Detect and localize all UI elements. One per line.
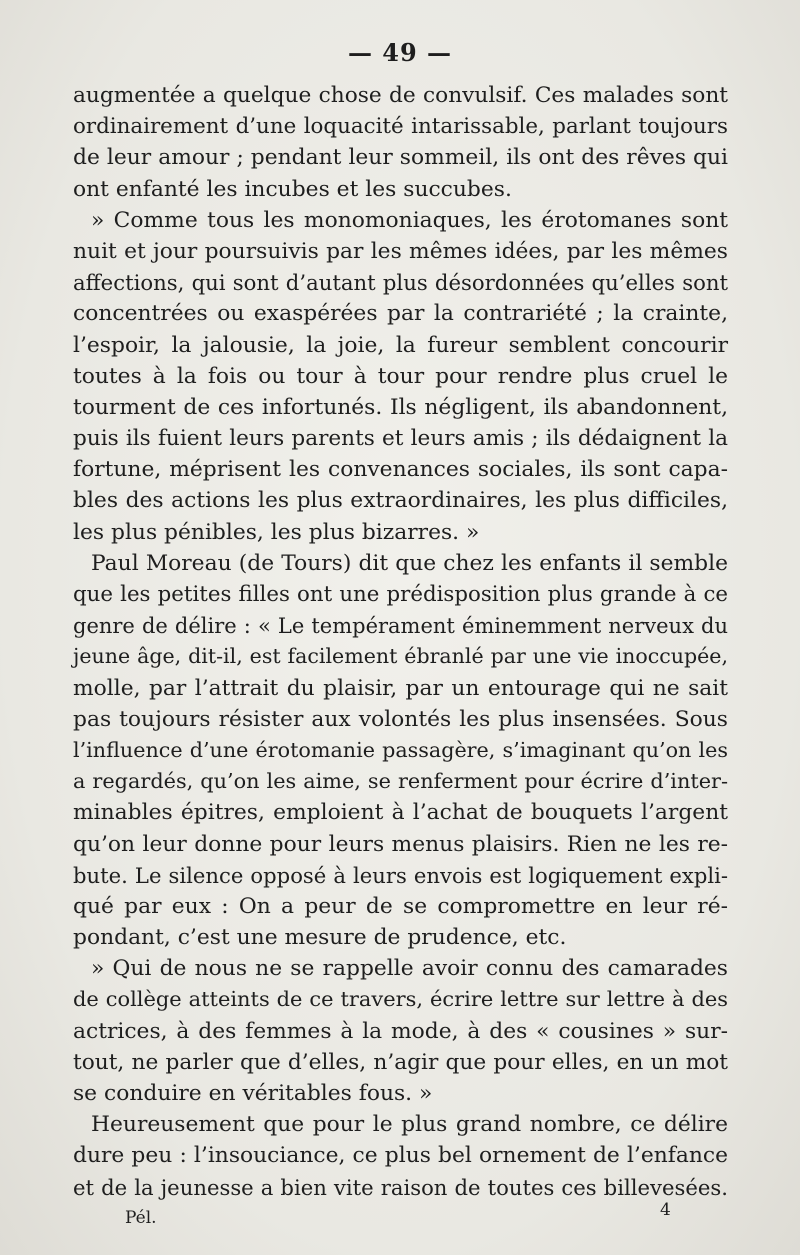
text-line: affections, qui sont d’autant plus désordonnées qu’elles sont	[73, 270, 728, 296]
text-line: » Comme tous les monomoniaques, les érotomanes sont	[91, 207, 728, 233]
text-line: augmentée a quelque chose de convulsif. Ces malades sont	[73, 83, 728, 108]
text-line: nuit et jour poursuivis par les mêmes idées, par les mêmes	[73, 238, 728, 264]
text-line: les plus pénibles, les plus bizarres. »	[73, 519, 480, 545]
text-line: bute. Le silence opposé à leurs envois est logiquement expli-	[73, 862, 728, 888]
text-line: jeune âge, dit-il, est facilement ébranlé par une vie inoccupée,	[73, 644, 728, 669]
text-line: toutes à la fois ou tour à tour pour rendre plus cruel le	[73, 363, 728, 389]
text-line: et de la jeunesse a bien vite raison de toutes ces billevesées.	[73, 1174, 728, 1200]
text-line: tout, ne parler que d’elles, n’agir que pour elles, en un mot	[73, 1049, 728, 1075]
text-line: dure peu : l’insouciance, ce plus bel ornement de l’enfance	[73, 1143, 728, 1169]
text-line: l’espoir, la jalousie, la joie, la fureur semblent concourir	[73, 332, 728, 358]
text-line: Paul Moreau (de Tours) dit que chez les enfants il semble	[91, 550, 728, 576]
text-line: concentrées ou exaspérées par la contrariété ; la crainte,	[73, 301, 728, 327]
text-line: genre de délire : « Le tempérament éminemment nerveux du	[73, 613, 728, 639]
text-line: minables épitres, emploient à l’achat de bouquets l’argent	[73, 800, 728, 826]
text-line: bles des actions les plus extraordinaires, les plus difficiles,	[73, 488, 728, 514]
text-line: puis ils fuient leurs parents et leurs amis ; ils dédaignent la	[73, 426, 728, 452]
text-line: de leur amour ; pendant leur sommeil, ils ont des rêves qui	[73, 145, 728, 171]
text-line: fortune, méprisent les convenances sociales, ils sont capa-	[73, 457, 728, 483]
text-line: se conduire en véritables fous. »	[73, 1081, 433, 1106]
text-line: pondant, c’est une mesure de prudence, etc.	[73, 925, 567, 951]
text-line: a regardés, qu’on les aime, se renferment pour écrire d’inter-	[73, 769, 728, 794]
body-text	[73, 80, 728, 1203]
gathering-number: 4	[660, 1200, 671, 1220]
text-line: de collège atteints de ce travers, écrire lettre sur lettre à des	[73, 987, 728, 1012]
page-number: — 49 —	[347, 38, 453, 67]
text-line: qu’on leur donne pour leurs menus plaisirs. Rien ne les re-	[73, 831, 728, 857]
text-line: ont enfanté les incubes et les succubes.	[73, 176, 512, 202]
text-line: molle, par l’attrait du plaisir, par un entourage qui ne sait	[73, 675, 728, 701]
text-line: l’influence d’une érotomanie passagère, s’imaginant qu’on les	[73, 737, 728, 762]
text-line: pas toujours résister aux volontés les plus insensées. Sous	[73, 706, 728, 732]
text-line: tourment de ces infortunés. Ils négligent, ils abandonnent,	[73, 394, 728, 420]
text-line: Heureusement que pour le plus grand nombre, ce délire	[91, 1112, 728, 1138]
text-line: actrices, à des femmes à la mode, à des « cousines » sur-	[73, 1018, 728, 1044]
text-line: que les petites filles ont une prédisposition plus grande à ce	[73, 582, 728, 607]
text-line: qué par eux : On a peur de se compromettre en leur ré-	[73, 893, 728, 919]
text-line: » Qui de nous ne se rappelle avoir connu des camarades	[91, 956, 728, 982]
signature-mark: Pél.	[125, 1208, 157, 1228]
text-line: ordinairement d’une loquacité intarissable, parlant toujours	[73, 114, 728, 140]
